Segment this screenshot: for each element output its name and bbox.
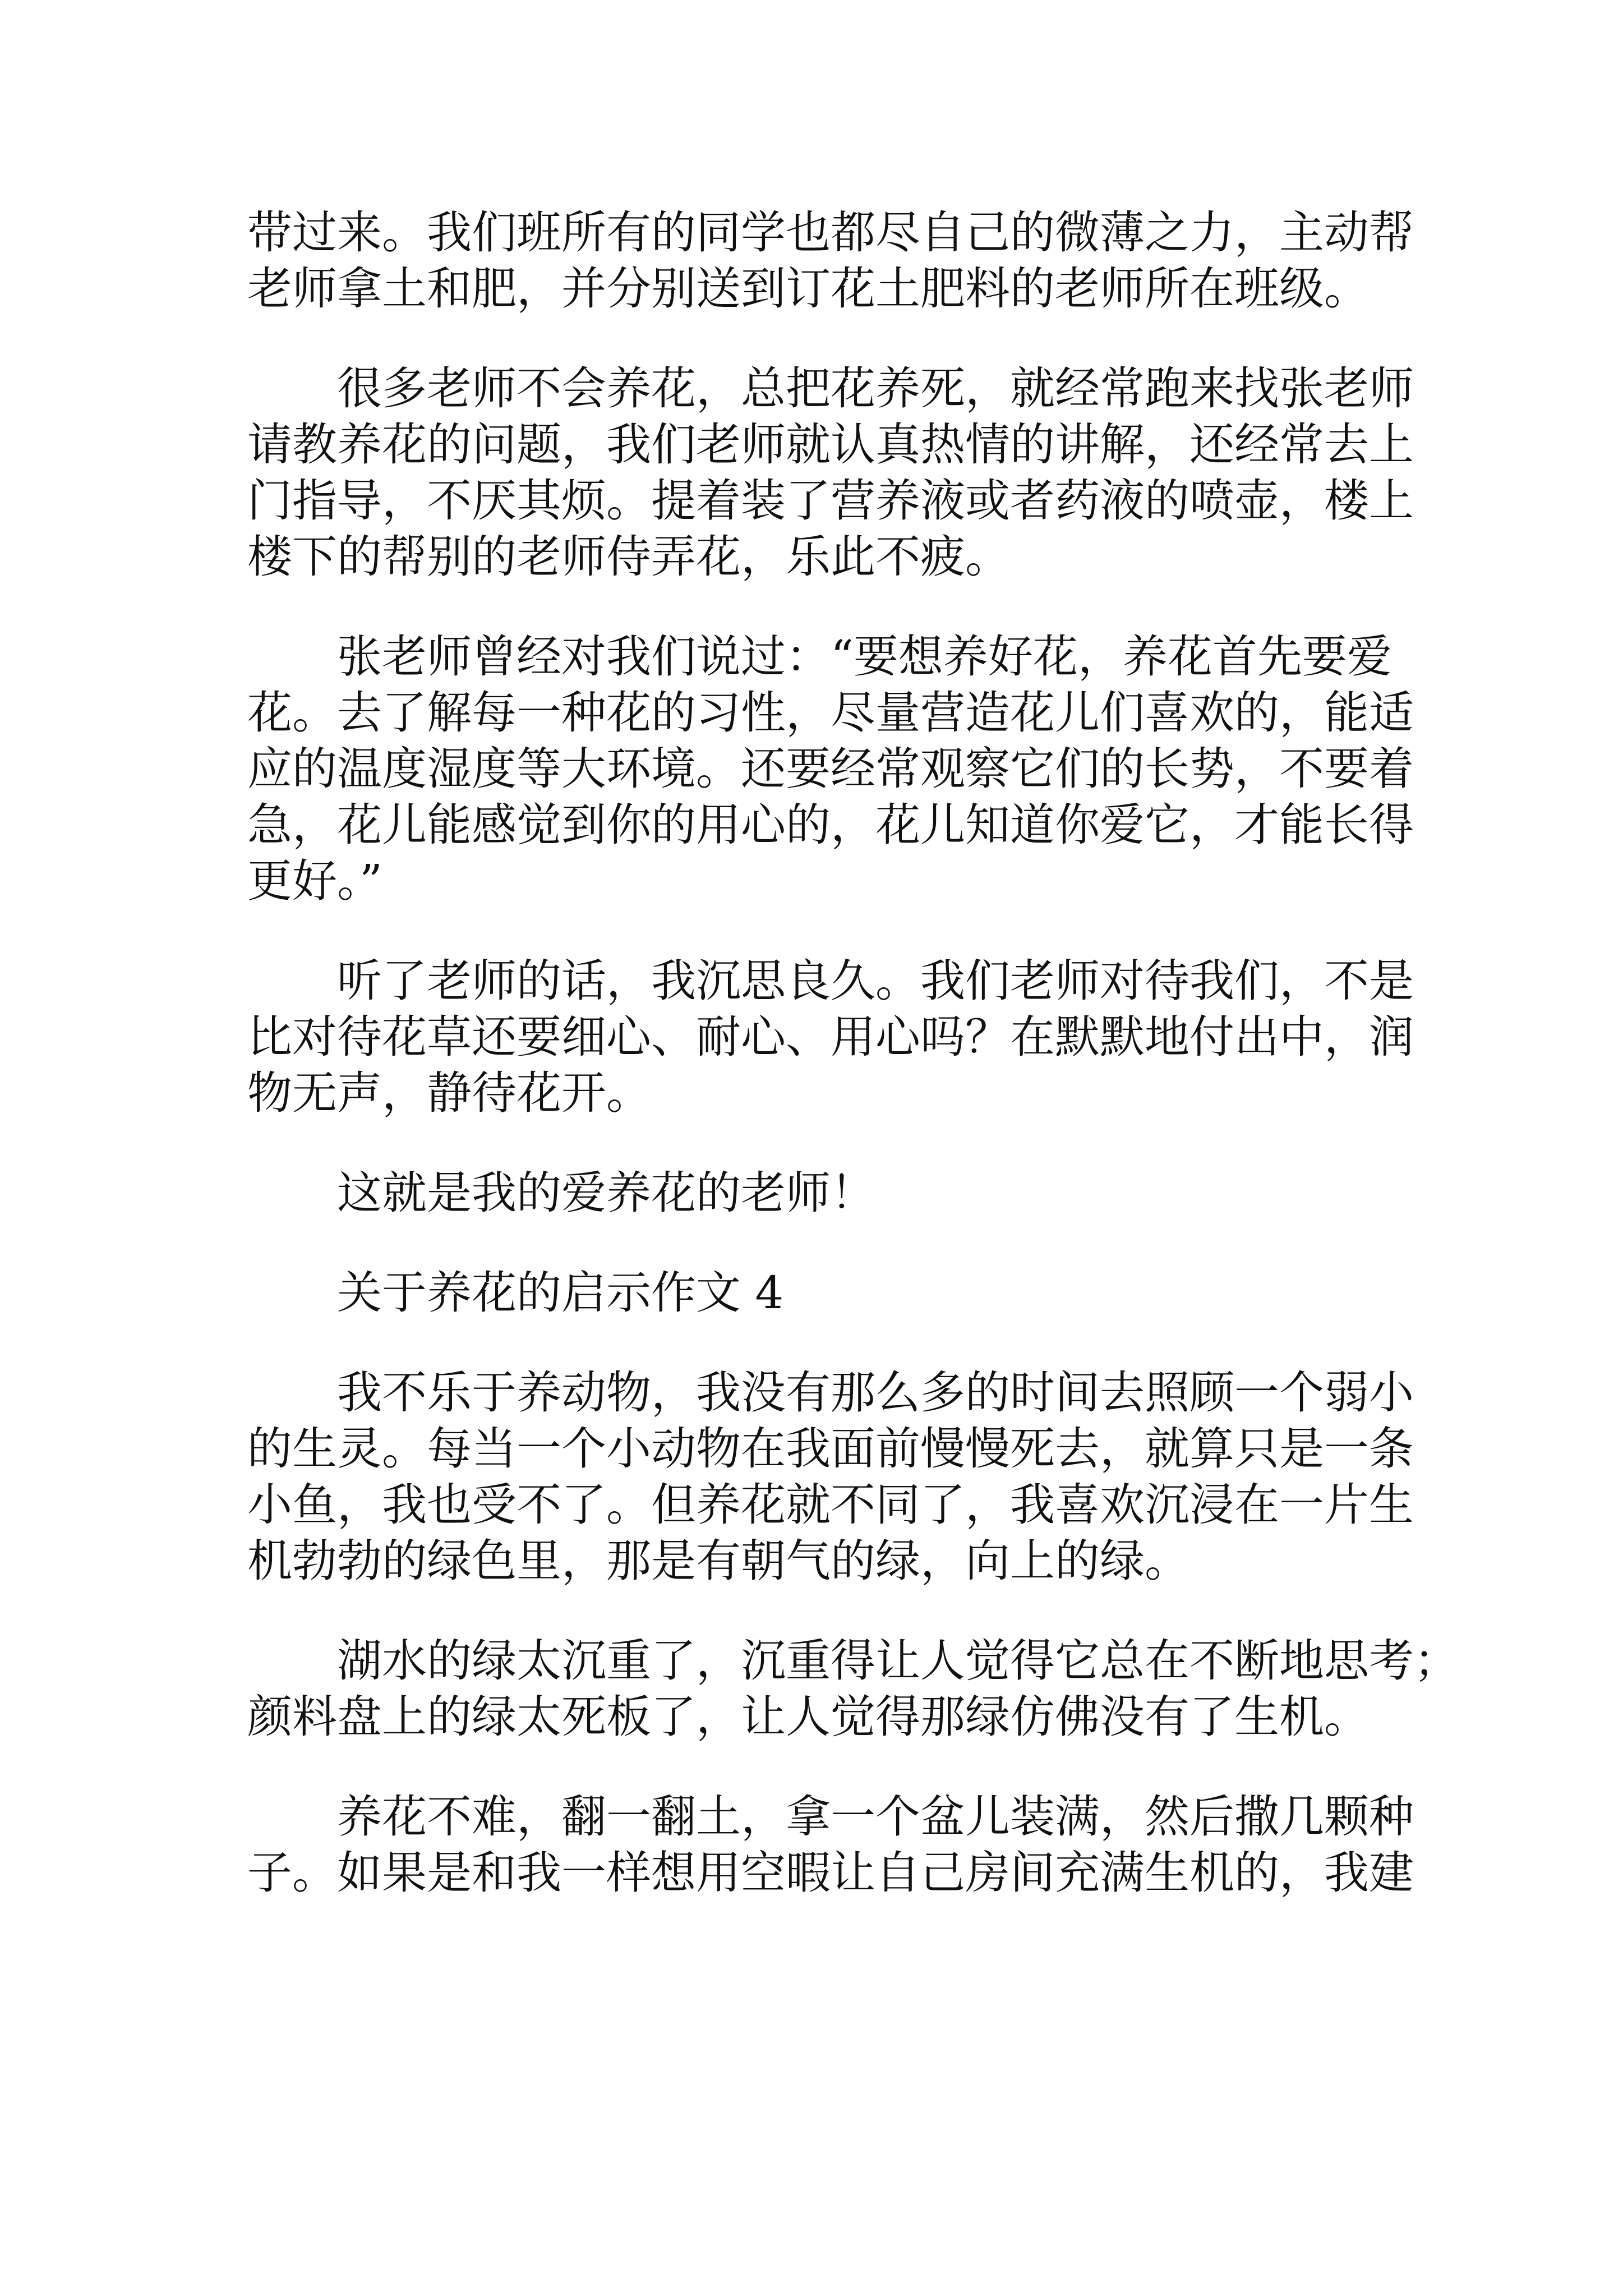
text-line: 小鱼，我也受不了。但养花就不同了，我喜欢沉浸在一片生 bbox=[247, 1479, 1414, 1531]
paragraph bbox=[247, 1789, 1414, 1901]
text-line: 听了老师的话，我沉思良久。我们老师对待我们，不是 bbox=[337, 955, 1414, 1007]
paragraph bbox=[247, 361, 1414, 585]
paragraph bbox=[247, 629, 1414, 909]
text-line: 机勃勃的绿色里，那是有朝气的绿，向上的绿。 bbox=[247, 1535, 1189, 1587]
text-line: 老师拿土和肥，并分别送到订花土肥料的老师所在班级。 bbox=[247, 263, 1369, 315]
paragraph bbox=[247, 1165, 1391, 1221]
paragraph bbox=[247, 205, 1414, 317]
paragraph bbox=[247, 1365, 1414, 1589]
text-line: 物无声，静待花开。 bbox=[247, 1067, 651, 1119]
text-line: 更好。” bbox=[247, 855, 382, 907]
text-line: 楼下的帮别的老师侍弄花，乐此不疲。 bbox=[247, 531, 1010, 583]
text-line: 急，花儿能感觉到你的用心的，花儿知道你爱它，才能长得 bbox=[247, 799, 1414, 851]
paragraph bbox=[247, 953, 1414, 1121]
text-line: 请教养花的问题，我们老师就认真热情的讲解，还经常去上 bbox=[247, 418, 1414, 471]
text-line: 湖水的绿太沉重了，沉重得让人觉得它总在不断地思考； bbox=[337, 1635, 1459, 1687]
document-body bbox=[247, 205, 1459, 1901]
text-line: 比对待花草还要细心、耐心、用心吗？在默默地付出中，润 bbox=[247, 1011, 1414, 1063]
paragraph bbox=[247, 1633, 1459, 1745]
text-line: 很多老师不会养花，总把花养死，就经常跑来找张老师 bbox=[337, 362, 1414, 415]
text-line: 张老师曾经对我们说过：“要想养好花，养花首先要爱 bbox=[337, 631, 1392, 683]
text-line: 我不乐于养动物，我没有那么多的时间去照顾一个弱小 bbox=[337, 1366, 1414, 1419]
text-line: 子。如果是和我一样想用空暇让自己房间充满生机的，我建 bbox=[247, 1847, 1414, 1899]
text-line: 门指导，不厌其烦。提着装了营养液或者药液的喷壶，楼上 bbox=[247, 475, 1414, 527]
text-line: 颜料盘上的绿太死板了，让人觉得那绿仿佛没有了生机。 bbox=[247, 1691, 1369, 1743]
section-heading bbox=[247, 1265, 1391, 1321]
text-line: 带过来。我们班所有的同学也都尽自己的微薄之力，主动帮 bbox=[247, 206, 1414, 259]
text-line: 花。去了解每一种花的习性，尽量营造花儿们喜欢的，能适 bbox=[247, 687, 1414, 739]
text-line: 养花不难，翻一翻土，拿一个盆儿装满，然后撒几颗种 bbox=[337, 1791, 1414, 1843]
text-line: 的生灵。每当一个小动物在我面前慢慢死去，就算只是一条 bbox=[247, 1423, 1414, 1475]
text-line: 这就是我的爱养花的老师！ bbox=[337, 1167, 875, 1219]
text-line: 应的温度湿度等大环境。还要经常观察它们的长势，不要着 bbox=[247, 743, 1414, 795]
heading-line: 关于养花的启示作文 4 bbox=[337, 1267, 784, 1319]
